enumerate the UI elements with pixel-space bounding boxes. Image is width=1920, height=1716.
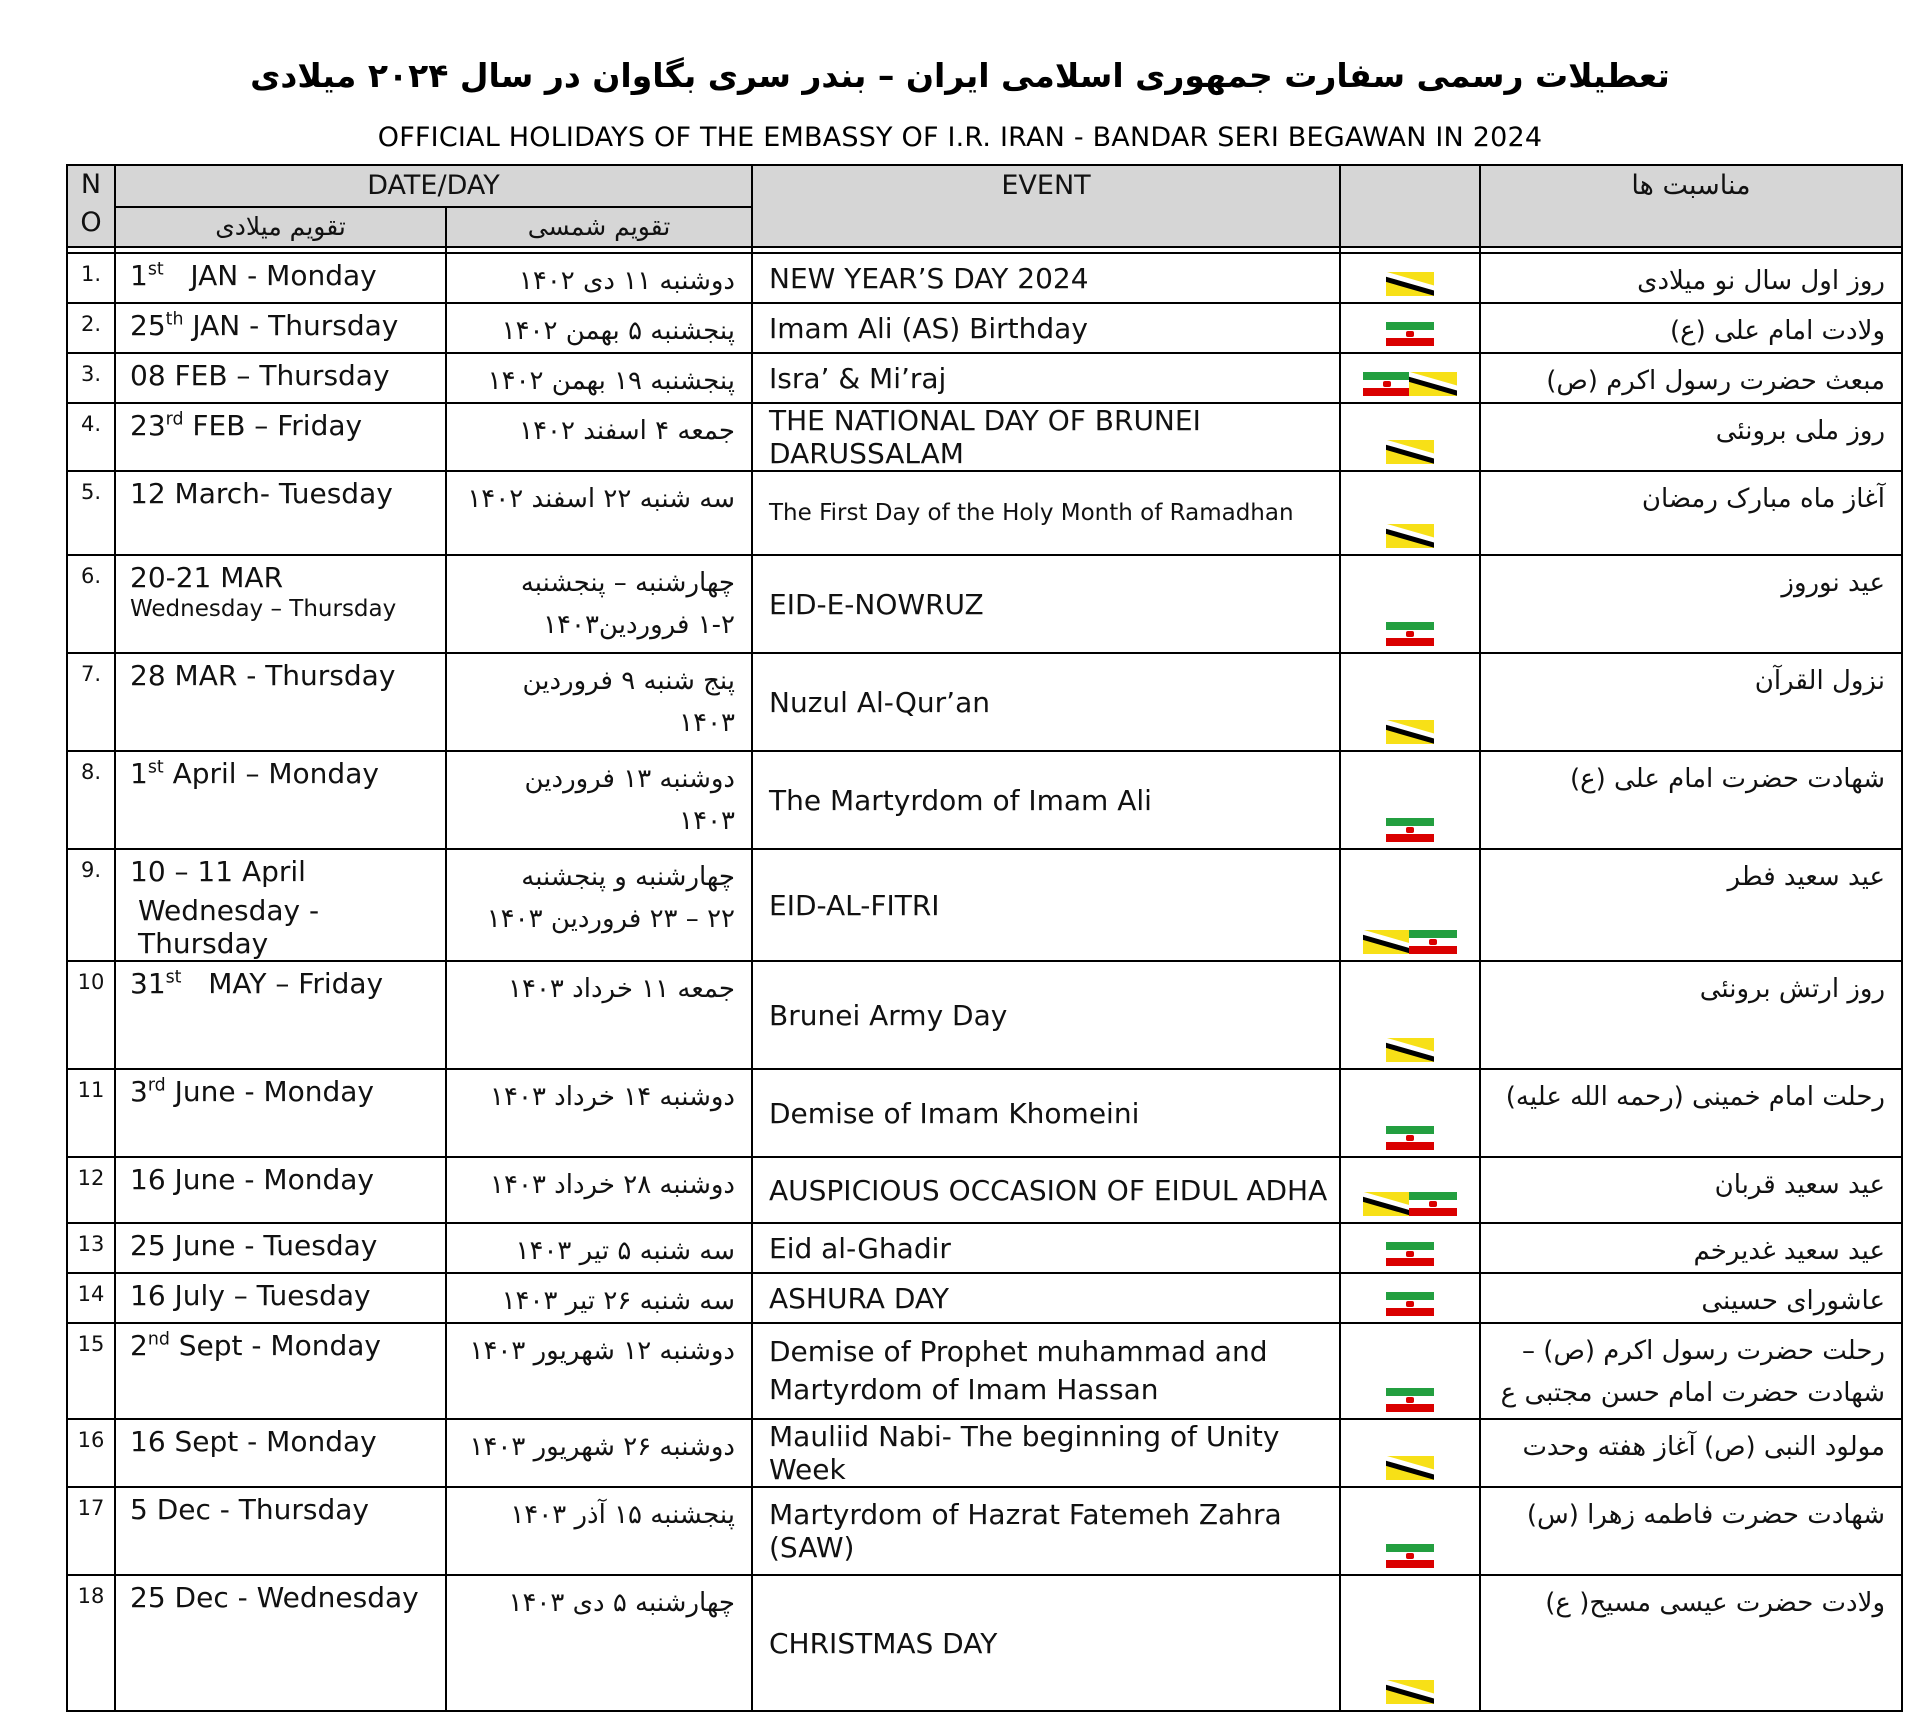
occasion-text: عید سعید غدیرخم (1693, 1236, 1885, 1266)
gregorian-month-weekday: Sept - Monday (169, 1329, 381, 1362)
flag-cell (1340, 653, 1480, 751)
occasion-text: عید نوروز (1781, 568, 1885, 598)
solar-date (446, 1487, 752, 1575)
event-name (752, 1419, 1340, 1487)
gregorian-date-text: 28 MAR - Thursday (130, 659, 396, 692)
gregorian-month-weekday: June - Monday (165, 1075, 375, 1108)
gregorian-date (115, 961, 446, 1069)
gregorian-month-weekday: MAY – Friday (181, 967, 384, 1000)
brunei-flag-icon (1386, 272, 1434, 296)
flag-cell (1340, 1223, 1480, 1273)
occasion-text: عید سعید فطر (1727, 862, 1885, 892)
iran-flag-icon (1386, 1292, 1434, 1316)
brunei-flag-icon (1409, 372, 1457, 396)
gregorian-day: 3 (130, 1075, 148, 1108)
occasion-persian (1480, 1157, 1902, 1223)
event-name (752, 849, 1340, 961)
gregorian-date (115, 849, 446, 961)
event-name (752, 1069, 1340, 1157)
table-row (67, 1273, 1902, 1323)
event-text: The First Day of the Holy Month of Ramadhan (769, 500, 1294, 526)
event-text: ASHURA DAY (769, 1281, 950, 1315)
event-text: Nuzul Al-Qur’an (769, 685, 990, 719)
event-name (752, 751, 1340, 849)
occasion-persian (1480, 1487, 1902, 1575)
flag-cell (1340, 1575, 1480, 1711)
event-name (752, 353, 1340, 403)
flag-cell (1340, 1487, 1480, 1575)
iran-flag-icon (1409, 1192, 1457, 1216)
iran-flag-icon (1386, 1242, 1434, 1266)
row-number: 13 (67, 1223, 115, 1273)
row-number: 18 (67, 1575, 115, 1711)
flag-cell (1340, 555, 1480, 653)
occasion-text: شهادت حضرت امام علی (ع) (1569, 764, 1885, 794)
occasion-persian (1480, 471, 1902, 555)
occasion-text-2: شهادت حضرت امام حسن مجتبی ع (1500, 1378, 1885, 1408)
header-occasions: مناسبت ها (1480, 165, 1902, 247)
iran-flag-icon (1386, 1388, 1434, 1412)
table-row (67, 253, 1902, 303)
gregorian-date-text: 20-21 MAR (130, 561, 284, 594)
occasion-text: ولادت حضرت عیسی مسیح( ع) (1545, 1588, 1885, 1618)
header-solar: تقویم شمسی (446, 207, 752, 247)
title-english: OFFICIAL HOLIDAYS OF THE EMBASSY OF I.R. IRAN - BANDAR SERI BEGAWAN IN 2024 (377, 122, 1543, 153)
gregorian-date (115, 1069, 446, 1157)
occasion-persian (1480, 751, 1902, 849)
row-number: 14 (67, 1273, 115, 1323)
solar-date-line: سه شنبه ۵ تیر ۱۴۰۳ (515, 1236, 735, 1266)
occasion-persian (1480, 1575, 1902, 1711)
event-text: EID-E-NOWRUZ (769, 587, 984, 621)
occasion-text: رحلت حضرت رسول اکرم (ص) – (1522, 1336, 1885, 1366)
row-number: 11 (67, 1069, 115, 1157)
occasion-text: عید سعید قربان (1714, 1170, 1885, 1200)
solar-date-line: چهارشنبه و پنجشنبه (521, 862, 735, 892)
gregorian-date (115, 1323, 446, 1419)
event-text: Brunei Army Day (769, 998, 1008, 1032)
gregorian-date-text: 08 FEB – Thursday (130, 359, 390, 392)
solar-date-line: دوشنبه ۲۸ خرداد ۱۴۰۳ (490, 1170, 735, 1200)
table-row (67, 751, 1902, 849)
row-number: 7. (67, 653, 115, 751)
iran-flag-icon (1386, 1126, 1434, 1150)
solar-date-line-2: ۱۴۰۳ (679, 806, 735, 836)
gregorian-day: 23 (130, 409, 166, 442)
occasion-text: روز ارتش برونئی (1699, 974, 1885, 1004)
flag-cell (1340, 751, 1480, 849)
gregorian-month-weekday: JAN - Thursday (183, 309, 399, 342)
event-text: THE NATIONAL DAY OF BRUNEI DARUSSALAM (769, 404, 1201, 470)
brunei-flag-icon (1363, 1192, 1411, 1216)
iran-flag-icon (1363, 372, 1411, 396)
table-row (67, 303, 1902, 353)
occasion-persian (1480, 353, 1902, 403)
table-row (67, 1323, 1902, 1419)
iran-flag-icon (1386, 818, 1434, 842)
row-number: 10 (67, 961, 115, 1069)
occasion-persian (1480, 253, 1902, 303)
event-text: CHRISTMAS DAY (769, 1626, 998, 1660)
event-name (752, 653, 1340, 751)
solar-date-line-2: ۱۴۰۳ (679, 708, 735, 738)
solar-date (446, 1273, 752, 1323)
iran-flag-icon (1386, 1544, 1434, 1568)
gregorian-day: 2 (130, 1329, 148, 1362)
event-name (752, 303, 1340, 353)
occasion-persian (1480, 961, 1902, 1069)
event-name (752, 1323, 1340, 1419)
solar-date-line: دوشنبه ۱۱ دی ۱۴۰۲ (518, 266, 735, 296)
gregorian-date-text: 5 Dec - Thursday (130, 1493, 369, 1526)
gregorian-date (115, 1273, 446, 1323)
gregorian-date (115, 353, 446, 403)
row-number: 15 (67, 1323, 115, 1419)
event-name (752, 555, 1340, 653)
flag-cell (1340, 253, 1480, 303)
solar-date-line: پنجشنبه ۱۵ آذر ۱۴۰۳ (510, 1500, 735, 1530)
event-name (752, 1223, 1340, 1273)
header-event: EVENT (752, 165, 1340, 247)
table-row (67, 1157, 1902, 1223)
event-text: Demise of Imam Khomeini (769, 1096, 1140, 1130)
flag-cell (1340, 471, 1480, 555)
gregorian-month-weekday: JAN - Monday (163, 259, 377, 292)
flag-cell (1340, 1419, 1480, 1487)
occasion-text: روز اول سال نو میلادی (1637, 266, 1885, 296)
table-row (67, 403, 1902, 471)
row-number: 17 (67, 1487, 115, 1575)
row-number: 8. (67, 751, 115, 849)
brunei-flag-icon (1386, 1680, 1434, 1704)
occasion-text: عاشورای حسینی (1701, 1286, 1885, 1316)
gregorian-date-text: 25 June - Tuesday (130, 1229, 378, 1262)
occasion-text: ولادت امام علی (ع) (1670, 316, 1885, 346)
iran-flag-icon (1386, 622, 1434, 646)
gregorian-date (115, 751, 446, 849)
event-name (752, 1575, 1340, 1711)
row-number: 1. (67, 253, 115, 303)
gregorian-ordinal: th (165, 309, 184, 330)
occasion-persian (1480, 1419, 1902, 1487)
event-text: Martyrdom of Hazrat Fatemeh Zahra (SAW) (769, 1498, 1282, 1564)
table-row (67, 1487, 1902, 1575)
occasion-persian (1480, 555, 1902, 653)
solar-date (446, 1157, 752, 1223)
solar-date (446, 471, 752, 555)
occasion-persian (1480, 403, 1902, 471)
occasion-persian (1480, 653, 1902, 751)
gregorian-ordinal: nd (147, 1329, 170, 1350)
gregorian-date (115, 1419, 446, 1487)
gregorian-month-weekday: April – Monday (163, 757, 379, 790)
brunei-flag-icon (1363, 930, 1411, 954)
solar-date (446, 849, 752, 961)
brunei-flag-icon (1386, 1038, 1434, 1062)
brunei-flag-icon (1386, 1456, 1434, 1480)
event-text-2: Martyrdom of Imam Hassan (769, 1373, 1159, 1406)
solar-date (446, 653, 752, 751)
solar-date (446, 1575, 752, 1711)
solar-date (446, 303, 752, 353)
event-text: Isra’ & Mi’raj (769, 361, 947, 395)
solar-date-line: پنجشنبه ۱۹ بهمن ۱۴۰۲ (487, 366, 735, 396)
header-flag (1340, 165, 1480, 247)
occasion-persian (1480, 1223, 1902, 1273)
table-row (67, 961, 1902, 1069)
row-number: 3. (67, 353, 115, 403)
gregorian-date (115, 1487, 446, 1575)
gregorian-ordinal: rd (165, 409, 184, 430)
occasion-text: آغاز ماه مبارک رمضان (1641, 484, 1885, 514)
table-row (67, 1575, 1902, 1711)
gregorian-day: 1 (130, 259, 148, 292)
gregorian-date-text: 16 June - Monday (130, 1163, 374, 1196)
gregorian-date (115, 1575, 446, 1711)
row-number: 4. (67, 403, 115, 471)
gregorian-weekdays: Wednesday – Thursday (130, 596, 397, 622)
event-text: Imam Ali (AS) Birthday (769, 311, 1088, 345)
occasion-persian (1480, 1323, 1902, 1419)
gregorian-day: 1 (130, 757, 148, 790)
flag-cell (1340, 849, 1480, 961)
occasion-text: نزول القرآن (1754, 666, 1885, 696)
solar-date-line: پنجشنبه ۵ بهمن ۱۴۰۲ (501, 316, 735, 346)
solar-date-line: چهارشنبه – پنجشنبه (520, 568, 735, 598)
occasion-text: مولود النبی (ص) آغاز هفته وحدت (1522, 1432, 1885, 1462)
event-text: AUSPICIOUS OCCASION OF EIDUL ADHA (769, 1173, 1328, 1207)
solar-date (446, 1223, 752, 1273)
gregorian-weekdays: Wednesday - Thursday (138, 894, 320, 960)
gregorian-day: 25 (130, 309, 166, 342)
row-number: 12 (67, 1157, 115, 1223)
header-date-day: DATE/DAY (115, 165, 752, 207)
gregorian-date (115, 303, 446, 353)
event-text: The Martyrdom of Imam Ali (769, 783, 1152, 817)
flag-cell (1340, 1157, 1480, 1223)
gregorian-ordinal: st (147, 259, 164, 280)
gregorian-date (115, 253, 446, 303)
event-text: Eid al-Ghadir (769, 1231, 951, 1265)
solar-date-line: چهارشنبه ۵ دی ۱۴۰۳ (508, 1588, 735, 1618)
brunei-flag-icon (1386, 440, 1434, 464)
solar-date-line: دوشنبه ۱۴ خرداد ۱۴۰۳ (490, 1082, 735, 1112)
event-text: Demise of Prophet muhammad and (769, 1335, 1268, 1368)
brunei-flag-icon (1386, 524, 1434, 548)
occasion-persian (1480, 1069, 1902, 1157)
row-number: 9. (67, 849, 115, 961)
occasion-persian (1480, 303, 1902, 353)
event-name (752, 1157, 1340, 1223)
header-gregorian: تقویم میلادی (115, 207, 446, 247)
gregorian-date (115, 403, 446, 471)
solar-date-line: جمعه ۴ اسفند ۱۴۰۲ (519, 416, 735, 446)
table-row (67, 555, 1902, 653)
iran-flag-icon (1386, 322, 1434, 346)
gregorian-date-text: 12 March- Tuesday (130, 477, 393, 510)
gregorian-month-weekday: FEB – Friday (183, 409, 363, 442)
occasion-persian (1480, 849, 1902, 961)
event-name (752, 961, 1340, 1069)
solar-date-line: دوشنبه ۲۶ شهریور ۱۴۰۳ (469, 1432, 735, 1462)
gregorian-date (115, 555, 446, 653)
occasion-text: روز ملی برونئی (1715, 416, 1885, 446)
occasion-text: مبعث حضرت رسول اکرم (ص) (1546, 366, 1885, 396)
flag-cell (1340, 403, 1480, 471)
flag-cell (1340, 303, 1480, 353)
solar-date-line: دوشنبه ۱۳ فروردین (524, 764, 735, 794)
solar-date-line: جمعه ۱۱ خرداد ۱۴۰۳ (508, 974, 735, 1004)
solar-date-line-2: ۱-۲ فروردین۱۴۰۳ (543, 610, 735, 640)
event-name (752, 1273, 1340, 1323)
event-text: EID-AL-FITRI (769, 888, 940, 922)
table-row (67, 471, 1902, 555)
table-row (67, 653, 1902, 751)
event-name (752, 471, 1340, 555)
title-persian: تعطیلات رسمی سفارت جمهوری اسلامی ایران – بندر سری بگاوان در سال ۲۰۲۴ میلادی (250, 56, 1670, 95)
table-row (67, 353, 1902, 403)
row-number: 2. (67, 303, 115, 353)
solar-date-line: پنج شنبه ۹ فروردین (522, 666, 735, 696)
flag-cell (1340, 1069, 1480, 1157)
gregorian-ordinal: st (165, 967, 182, 988)
row-number: 16 (67, 1419, 115, 1487)
gregorian-ordinal: st (147, 757, 164, 778)
occasion-text: شهادت حضرت فاطمه زهرا (س) (1526, 1500, 1885, 1530)
gregorian-date-text: 25 Dec - Wednesday (130, 1581, 419, 1614)
gregorian-date-text: 16 Sept - Monday (130, 1425, 377, 1458)
event-name (752, 1487, 1340, 1575)
solar-date (446, 353, 752, 403)
header-no: N O (67, 165, 115, 247)
gregorian-date-text: 16 July – Tuesday (130, 1279, 371, 1312)
solar-date (446, 1323, 752, 1419)
event-name (752, 403, 1340, 471)
gregorian-date (115, 653, 446, 751)
row-number: 5. (67, 471, 115, 555)
table-row (67, 849, 1902, 961)
flag-cell (1340, 1273, 1480, 1323)
gregorian-ordinal: rd (147, 1075, 166, 1096)
solar-date (446, 751, 752, 849)
event-text: NEW YEAR’S DAY 2024 (769, 261, 1089, 295)
row-number: 6. (67, 555, 115, 653)
solar-date-line: سه شنبه ۲۶ تیر ۱۴۰۳ (501, 1286, 735, 1316)
occasion-text: رحلت امام خمینی (رحمه الله علیه) (1505, 1082, 1885, 1112)
solar-date (446, 1069, 752, 1157)
flag-cell (1340, 353, 1480, 403)
solar-date-line-2: ۲۲ – ۲۳ فروردین ۱۴۰۳ (486, 904, 735, 934)
solar-date (446, 961, 752, 1069)
table-row (67, 1419, 1902, 1487)
solar-date-line: دوشنبه ۱۲ شهریور ۱۴۰۳ (469, 1336, 735, 1366)
event-text: Mauliid Nabi- The beginning of Unity Week (769, 1420, 1280, 1486)
iran-flag-icon (1409, 930, 1457, 954)
flag-cell (1340, 961, 1480, 1069)
gregorian-date (115, 1157, 446, 1223)
solar-date (446, 403, 752, 471)
solar-date (446, 1419, 752, 1487)
table-row (67, 1223, 1902, 1273)
occasion-persian (1480, 1273, 1902, 1323)
table-row (67, 1069, 1902, 1157)
solar-date (446, 253, 752, 303)
gregorian-day: 31 (130, 967, 166, 1000)
gregorian-date (115, 1223, 446, 1273)
gregorian-date (115, 471, 446, 555)
event-name (752, 253, 1340, 303)
gregorian-date-text: 10 – 11 April (130, 855, 306, 888)
solar-date (446, 555, 752, 653)
brunei-flag-icon (1386, 720, 1434, 744)
solar-date-line: سه شنبه ۲۲ اسفند ۱۴۰۲ (467, 484, 735, 514)
holidays-table (66, 164, 1903, 1712)
flag-cell (1340, 1323, 1480, 1419)
